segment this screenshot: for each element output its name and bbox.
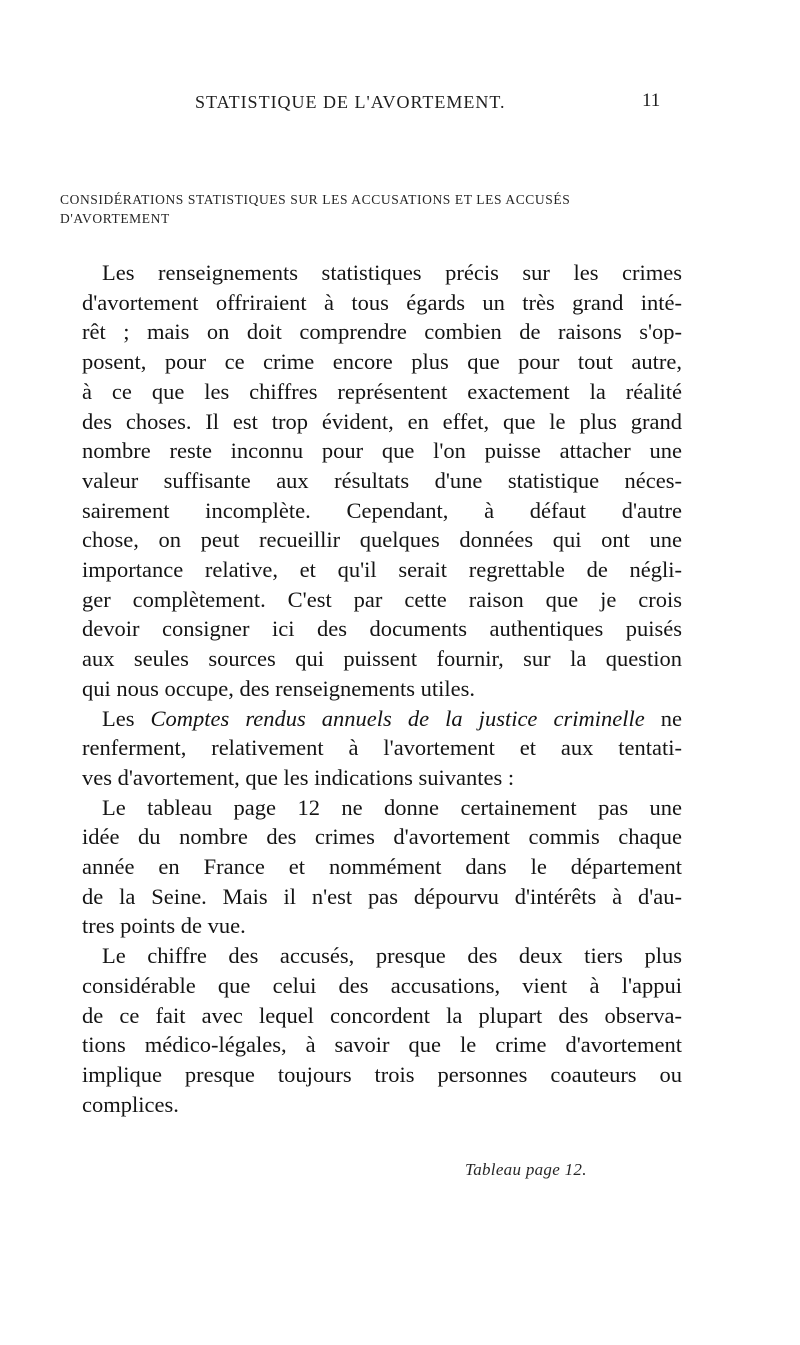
text-segment: rêt ; mais on doit comprendre combien de raisons s'op-	[82, 319, 682, 345]
text-segment: aux seules sources qui puissent fournir, sur la question	[82, 646, 682, 672]
section-heading	[60, 190, 740, 228]
text-segment: ves d'avortement, que les indications suivantes :	[82, 764, 515, 790]
text-segment: valeur suffisante aux résultats d'une statistique néces-	[82, 467, 682, 493]
text-segment: chose, on peut recueillir quelques données qui ont une	[82, 527, 682, 553]
text-line	[82, 704, 682, 734]
text-segment: ger complètement. C'est par cette raison que je crois	[82, 586, 682, 612]
text-segment: ne	[644, 705, 682, 731]
text-line	[82, 941, 682, 971]
text-segment: renferment, relativement à l'avortement et aux tentati-	[82, 735, 682, 761]
text-segment: Les	[102, 705, 151, 731]
text-line	[82, 911, 682, 941]
text-segment: de la Seine. Mais il n'est pas dépourvu d'intérêts à d'au-	[82, 883, 682, 909]
text-segment: implique presque toujours trois personnes coauteurs ou	[82, 1061, 682, 1087]
text-segment: qui nous occupe, des renseignements utiles.	[82, 675, 476, 701]
text-line	[82, 377, 682, 407]
text-line	[82, 288, 682, 318]
text-segment: des choses. Il est trop évident, en effet, que le plus grand	[82, 408, 682, 434]
italic-title-text: Comptes rendus annuels de la justice criminelle	[150, 705, 645, 731]
text-line	[82, 644, 682, 674]
text-line	[82, 882, 682, 912]
text-segment: considérable que celui des accusations, vient à l'appui	[82, 972, 682, 998]
text-line	[82, 733, 682, 763]
text-line	[82, 822, 682, 852]
text-line	[82, 763, 682, 793]
text-segment: Le tableau page 12 ne donne certainement pas une	[102, 794, 682, 820]
text-segment: année en France et nommément dans le département	[82, 854, 682, 880]
text-segment: à ce que les chiffres représentent exactement la réalité	[82, 378, 682, 404]
text-segment: d'avortement offriraient à tous égards un très grand inté-	[82, 289, 682, 315]
text-segment: tres points de vue.	[82, 913, 246, 939]
text-line	[82, 258, 682, 288]
text-line	[82, 436, 682, 466]
text-line	[82, 555, 682, 585]
text-line	[82, 674, 682, 704]
text-line	[82, 347, 682, 377]
text-line	[82, 525, 682, 555]
text-segment: importance relative, et qu'il serait regrettable de négli-	[82, 557, 682, 583]
running-head	[0, 80, 800, 120]
text-segment: posent, pour ce crime encore plus que pour tout autre,	[82, 349, 682, 375]
text-line	[82, 496, 682, 526]
page-number: 11	[642, 90, 661, 111]
text-line	[82, 317, 682, 347]
section-heading-line: D'AVORTEMENT	[60, 211, 170, 226]
text-segment: idée du nombre des crimes d'avortement commis chaque	[82, 824, 682, 850]
text-segment: complices.	[82, 1091, 179, 1117]
text-segment: sairement incomplète. Cependant, à défaut d'autre	[82, 497, 682, 523]
text-line	[82, 466, 682, 496]
text-line	[82, 614, 682, 644]
table-reference-note: Tableau page 12.	[465, 1160, 587, 1179]
text-segment: nombre reste inconnu pour que l'on puisse attacher une	[82, 438, 682, 464]
running-title: STATISTIQUE DE L'AVORTEMENT.	[195, 92, 506, 112]
text-line	[82, 1090, 682, 1120]
text-line	[82, 793, 682, 823]
text-line	[82, 407, 682, 437]
text-line	[82, 1001, 682, 1031]
text-segment: Le chiffre des accusés, presque des deux tiers plus	[102, 943, 682, 969]
text-segment: de ce fait avec lequel concordent la plupart des observa-	[82, 1002, 682, 1028]
text-line	[82, 1060, 682, 1090]
text-line	[82, 971, 682, 1001]
section-heading-line: CONSIDÉRATIONS STATISTIQUES SUR LES ACCUSATIONS ET LES ACCUSÉS	[60, 192, 571, 207]
text-line	[82, 1030, 682, 1060]
body-text	[82, 258, 682, 1119]
text-line	[82, 585, 682, 615]
text-segment: Les renseignements statistiques précis sur les crimes	[102, 260, 682, 285]
text-line	[82, 852, 682, 882]
text-segment: tions médico-légales, à savoir que le crime d'avortement	[82, 1032, 682, 1058]
text-segment: devoir consigner ici des documents authentiques puisés	[82, 616, 682, 642]
